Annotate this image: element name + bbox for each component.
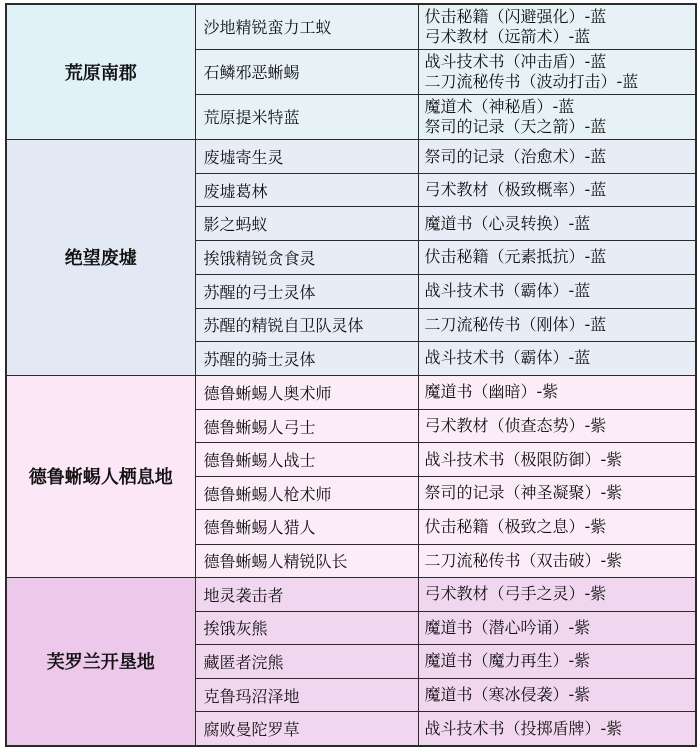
drop-item-text: 祭司的记录（天之箭）-蓝	[424, 116, 607, 136]
table-row	[6, 4, 696, 49]
monster-name-cell: 影之蚂蚁	[195, 207, 418, 241]
monster-name-cell: 克鲁玛沼泽地	[195, 679, 418, 712]
drop-items-cell	[418, 140, 696, 174]
drop-items-cell	[418, 410, 696, 443]
drop-items-cell	[418, 341, 696, 375]
drop-item-text: 二刀流秘传书（双击破）-紫	[424, 550, 623, 570]
drop-item-text: 战斗技术书（霸体）-蓝	[424, 281, 591, 301]
monster-name-cell: 德鲁蜥蜴人战士	[195, 443, 418, 477]
drop-item-text: 战斗技术书（冲击盾）-蓝	[424, 51, 607, 71]
drop-item-text: 魔道书（幽暗）-紫	[424, 382, 559, 402]
drop-items-cell	[418, 644, 696, 678]
drop-item-text: 伏击秘籍（元素抵抗）-蓝	[424, 247, 607, 267]
monster-name-cell: 废墟寄生灵	[195, 140, 418, 174]
monster-name-cell: 德鲁蜥蜴人猎人	[195, 510, 418, 544]
drop-items-cell	[418, 510, 696, 544]
drop-item-text: 弓术教材（侦查态势）-紫	[424, 416, 607, 436]
monster-name-cell: 地灵袭击者	[195, 577, 418, 611]
drop-items-cell	[418, 94, 696, 139]
drop-item-text: 魔道书（潜心吟诵）-紫	[424, 617, 591, 637]
drop-item-text: 弓术教材（远箭术）-蓝	[424, 26, 591, 46]
drop-item-text: 祭司的记录（治愈术）-蓝	[424, 146, 607, 166]
drop-item-text: 魔道书（心灵转换）-蓝	[424, 213, 591, 233]
drop-items-cell	[418, 577, 696, 611]
monster-name-cell: 德鲁蜥蜴人精锐队长	[195, 544, 418, 577]
drop-item-text: 伏击秘籍（极致之息）-紫	[424, 516, 607, 536]
monster-name-cell: 藏匿者浣熊	[195, 644, 418, 678]
table-row	[6, 140, 696, 174]
monster-name-cell: 废墟葛林	[195, 174, 418, 207]
drop-items-cell	[418, 4, 696, 49]
monster-name-cell: 德鲁蜥蜴人奥术师	[195, 375, 418, 409]
drop-items-cell	[418, 174, 696, 207]
table-row	[6, 375, 696, 409]
drop-item-text: 祭司的记录（神圣凝聚）-紫	[424, 483, 623, 503]
monster-name-cell: 挨饿灰熊	[195, 611, 418, 644]
drop-items-cell	[418, 544, 696, 577]
region-name-cell: 绝望废墟	[6, 140, 195, 376]
drop-item-text: 二刀流秘传书（刚体）-蓝	[424, 314, 607, 334]
drop-items-cell	[418, 207, 696, 241]
region-name-cell: 德鲁蜥蜴人栖息地	[6, 375, 195, 577]
monster-name-cell: 荒原提米特蓝	[195, 94, 418, 139]
monster-drop-table-body	[6, 4, 696, 746]
drop-items-cell	[418, 241, 696, 274]
drop-items-cell	[418, 679, 696, 712]
monster-name-cell: 德鲁蜥蜴人枪术师	[195, 477, 418, 510]
region-name-cell: 芙罗兰开垦地	[6, 577, 195, 746]
monster-name-cell: 苏醒的骑士灵体	[195, 341, 418, 375]
drop-items-cell	[418, 712, 696, 746]
monster-name-cell: 石鳞邪恶蜥蜴	[195, 49, 418, 94]
table-row	[6, 577, 696, 611]
drop-item-text: 魔道书（魔力再生）-紫	[424, 651, 591, 671]
drop-item-text: 伏击秘籍（闪避强化）-蓝	[424, 6, 607, 26]
region-name-cell: 荒原南郡	[6, 4, 195, 140]
drop-items-cell	[418, 274, 696, 308]
monster-name-cell: 腐败曼陀罗草	[195, 712, 418, 746]
monster-name-cell: 苏醒的弓士灵体	[195, 274, 418, 308]
drop-item-text: 魔道术（神秘盾）-蓝	[424, 96, 575, 116]
drop-items-cell	[418, 611, 696, 644]
drop-item-text: 魔道书（寒冰侵袭）-紫	[424, 685, 591, 705]
drop-items-cell	[418, 49, 696, 94]
drop-items-cell	[418, 308, 696, 341]
drop-item-text: 二刀流秘传书（波动打击）-蓝	[424, 71, 639, 91]
drop-item-text: 战斗技术书（极限防御）-紫	[424, 449, 623, 469]
monster-name-cell: 德鲁蜥蜴人弓士	[195, 410, 418, 443]
drop-items-cell	[418, 443, 696, 477]
drop-items-cell	[418, 477, 696, 510]
drop-item-text: 战斗技术书（霸体）-蓝	[424, 348, 591, 368]
drop-items-cell	[418, 375, 696, 409]
drop-item-text: 弓术教材（极致概率）-蓝	[424, 180, 607, 200]
monster-drop-table	[5, 3, 697, 747]
drop-item-text: 战斗技术书（投掷盾牌）-紫	[424, 718, 623, 738]
monster-name-cell: 挨饿精锐贪食灵	[195, 241, 418, 274]
drop-item-text: 弓术教材（弓手之灵）-紫	[424, 584, 607, 604]
monster-name-cell: 沙地精锐蛮力工蚁	[195, 4, 418, 49]
monster-name-cell: 苏醒的精锐自卫队灵体	[195, 308, 418, 341]
